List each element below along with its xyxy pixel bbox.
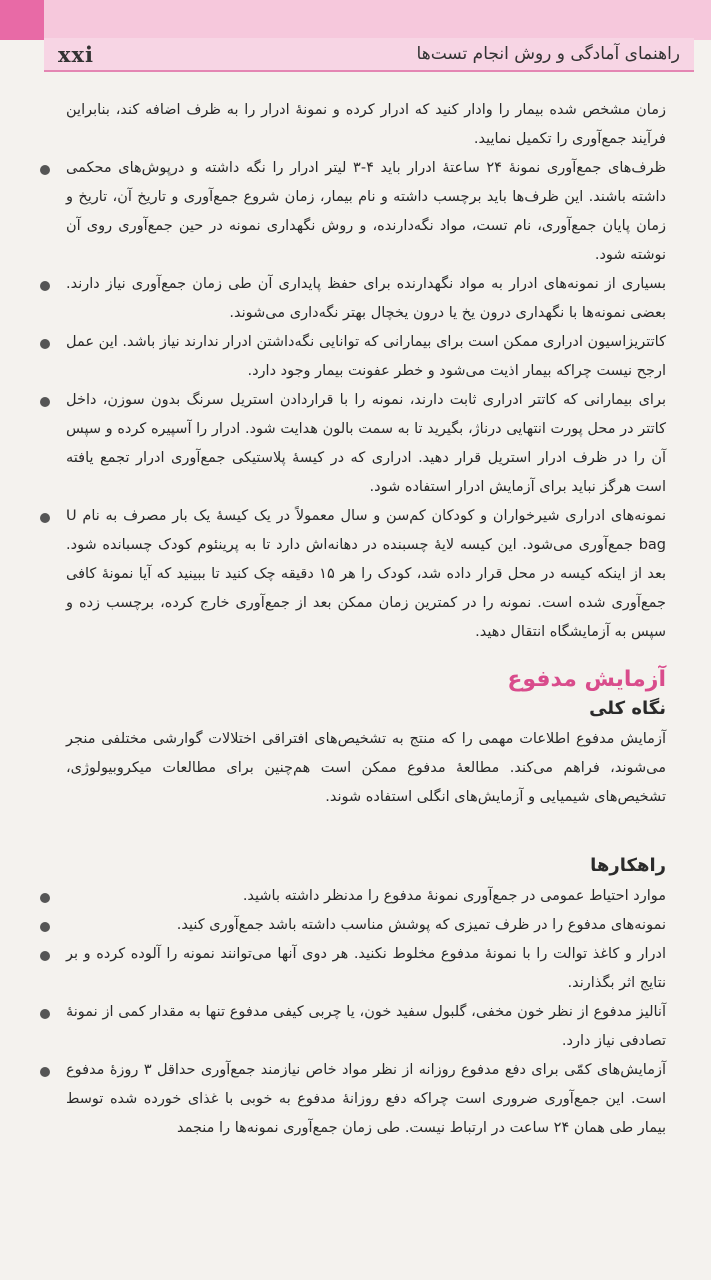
- page-header: [44, 38, 694, 72]
- page-body: [66, 96, 666, 1143]
- overview-heading: نگاه کلی: [589, 698, 666, 719]
- list-item: موارد احتیاط عمومی در جمع‌آوری نمونهٔ مدفوع را مدنظر داشته باشید.: [66, 882, 666, 911]
- list-item: آنالیز مدفوع از نظر خون مخفی، گلبول سفید خون، یا چربی کیفی مدفوع تنها به مقدار کمی از نمونهٔ تصادفی نیاز دارد.: [66, 998, 666, 1056]
- guidelines-list: [66, 882, 666, 1143]
- bullet-icon: [40, 397, 50, 407]
- page-number: xxi: [58, 41, 95, 67]
- intro-paragraph: زمان مشخص شده بیمار را وادار کنید که ادرار کرده و نمونهٔ ادرار را به ظرف اضافه کند، بنابراین فرآیند جمع‌آوری را تکمیل نمایید.: [66, 102, 666, 147]
- bullet-icon: [40, 339, 50, 349]
- list-item: نمونه‌های مدفوع را در ظرف تمیزی که پوشش مناسب داشته باشد جمع‌آوری کنید.: [66, 911, 666, 940]
- urine-bullet-list: [66, 154, 666, 647]
- bullet-icon: [40, 951, 50, 961]
- list-item: بسیاری از نمونه‌های ادرار به مواد نگهدارنده برای حفظ پایداری آن طی زمان جمع‌آوری نیاز دارند. بعضی نمونه‌ها با نگهداری درون یخ یا درون یخچال بهتر نگه‌داری می‌شوند.: [66, 270, 666, 328]
- bullet-icon: [40, 513, 50, 523]
- section-title: آزمایش مدفوع: [507, 667, 666, 692]
- bullet-icon: [40, 1009, 50, 1019]
- overview-paragraph: آزمایش مدفوع اطلاعات مهمی را که منتج به تشخیص‌های افتراقی اختلالات گوارشی مختلفی منجر می‌شوند، فراهم می‌کند. مطالعهٔ مدفوع ممکن است هم‌چنین برای مطالعات میکروبیولوژی، تشخیص‌های شیمیایی و آزمایش‌های انگلی استفاده شوند.: [66, 731, 666, 805]
- bullet-icon: [40, 922, 50, 932]
- running-title: راهنمای آمادگی و روش انجام تست‌ها: [416, 44, 680, 64]
- list-item: کاتتریزاسیون ادراری ممکن است برای بیمارانی که توانایی نگه‌داشتن ادرار ندارند نیاز باشد. این عمل ارجح نیست چراکه بیمار اذیت می‌شود و خطر عفونت بیمار وجود دارد.: [66, 328, 666, 386]
- bullet-icon: [40, 893, 50, 903]
- bullet-icon: [40, 165, 50, 175]
- bullet-icon: [40, 281, 50, 291]
- list-item: آزمایش‌های کمّی برای دفع مدفوع روزانه از نظر مواد خاص نیازمند جمع‌آوری حداقل ۳ روزهٔ مدفوع است. این جمع‌آوری ضروری است چراکه دفع روزانهٔ مدفوع به خوبی با غذای خورده شده توسط بیمار طی همان ۲۴ ساعت در ارتباط نیست. طی زمان جمع‌آوری نمونه‌ها را منجمد: [66, 1056, 666, 1143]
- list-item: برای بیمارانی که کاتتر ادراری ثابت دارند، نمونه را با قراردادن استریل سرنگ بدون سوزن، داخل کاتتر در محل پورت انتهایی درناژ، بگیرید تا به سمت بالون هدایت شود. ادرار را آسپیره کرده و سپس آن را در ظرف ادرار استریل قرار دهید. ادراری که در کیسهٔ پلاستیکی جمع‌آوری ادرار تجمع یافته است هرگز نباید برای آزمایش ادرار استفاده شود.: [66, 386, 666, 502]
- list-item: ادرار و کاغذ توالت را با نمونهٔ مدفوع مخلوط نکنید. هر دوی آنها می‌توانند نمونه را آلوده کرده و بر نتایج اثر بگذارند.: [66, 940, 666, 998]
- guidelines-heading: راهکارها: [590, 855, 666, 876]
- list-item: نمونه‌های ادراری شیرخواران و کودکان کم‌سن و سال معمولاً در یک کیسهٔ یک بار مصرف به نام U bag جمع‌آوری می‌شود. این کیسه لایهٔ چسبنده در دهانه‌اش دارد تا به پرینئوم کودک چسبانده شود. بعد از اینکه کیسه در محل قرار داده شد، کودک را هر ۱۵ دقیقه چک کنید تا ببینید که آیا نمونهٔ کافی جمع‌آوری شده است. نمونه را در کمترین زمان ممکن بعد از جمع‌آوری خارج کرده، برچسب زده و سپس به آزمایشگاه انتقال دهید.: [66, 502, 666, 647]
- bullet-icon: [40, 1067, 50, 1077]
- list-item: ظرف‌های جمع‌آوری نمونهٔ ۲۴ ساعتهٔ ادرار باید ۴-۳ لیتر ادرار را نگه داشته و درپوش‌های محکمی داشته باشند. این ظرف‌ها باید برچسب داشته و نام بیمار، زمان شروع جمع‌آوری و تاریخ آن، تاریخ و زمان پایان جمع‌آوری، نام تست، مواد نگه‌دارنده، و روش نگهداری نمونه در حین جمع‌آوری روی آن نوشته شود.: [66, 154, 666, 270]
- top-color-band: [0, 0, 711, 40]
